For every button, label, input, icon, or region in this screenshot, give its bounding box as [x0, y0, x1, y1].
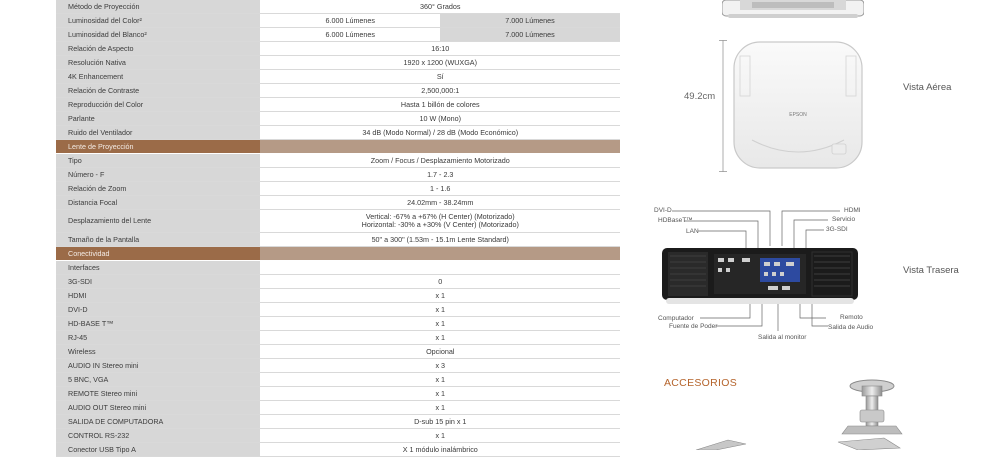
spec-value: 2,500,000:1 [260, 84, 620, 98]
spec-label: DVI-D [56, 303, 260, 317]
section-header-row [56, 140, 620, 154]
spec-label: Wireless [56, 345, 260, 359]
spec-label: Tipo [56, 154, 260, 168]
dimension-label: 49.2cm [684, 91, 716, 102]
spec-label: Reproducción del Color [56, 98, 260, 112]
spec-value: 16:10 [260, 42, 620, 56]
spec-row [56, 42, 620, 56]
callout-audio: Salida de Audio [828, 324, 874, 331]
spec-value: 34 dB (Modo Normal) / 28 dB (Modo Económico) [260, 126, 620, 140]
callout-hdmi: HDMI [844, 207, 861, 214]
section-header-fill [260, 247, 620, 261]
spec-value: 360° Grados [260, 0, 620, 14]
section-header-row [56, 247, 620, 261]
callout-fuente: Fuente de Poder [669, 323, 718, 330]
spec-value-right: 7.000 Lúmenes [440, 14, 620, 28]
spec-label: REMOTE Stereo mini [56, 387, 260, 401]
spec-row [56, 233, 620, 247]
spec-row [56, 210, 620, 233]
spec-row [56, 317, 620, 331]
spec-row [56, 28, 620, 42]
spec-row [56, 126, 620, 140]
spec-value-right: 7.000 Lúmenes [440, 28, 620, 42]
spec-row [56, 261, 620, 275]
spec-row [56, 70, 620, 84]
spec-value: x 1 [260, 387, 620, 401]
spec-value-left: 6.000 Lúmenes [260, 14, 440, 28]
spec-label: Relación de Zoom [56, 182, 260, 196]
spec-value: 1920 x 1200 (WUXGA) [260, 56, 620, 70]
spec-label: SALIDA DE COMPUTADORA [56, 415, 260, 429]
callout-remoto: Remoto [840, 314, 863, 321]
spec-value: x 1 [260, 289, 620, 303]
accessories-title: ACCESORIOS [664, 377, 738, 389]
section-header-label: Conectividad [56, 247, 260, 261]
spec-value: X 1 módulo inalámbrico [260, 443, 620, 457]
spec-value-line: Vertical: -67% a +67% (H Center) (Motorizado) [365, 211, 515, 221]
spec-label: 3G-SDI [56, 275, 260, 289]
spec-label: Ruido del Ventilador [56, 126, 260, 140]
callout-computador: Computador [658, 315, 694, 322]
spec-row [56, 56, 620, 70]
spec-label: AUDIO OUT Stereo mini [56, 401, 260, 415]
projector-aerial-image [732, 40, 864, 172]
spec-value: x 1 [260, 303, 620, 317]
spec-label: HD-BASE T™ [56, 317, 260, 331]
spec-label: Interfaces [56, 261, 260, 275]
spec-label: Desplazamiento del Lente [56, 210, 260, 233]
spec-row [56, 331, 620, 345]
spec-label: Tamaño de la Pantalla [56, 233, 260, 247]
spec-row [56, 289, 620, 303]
spec-row [56, 345, 620, 359]
spec-value: Zoom / Focus / Desplazamiento Motorizado [260, 154, 620, 168]
projector-front-image [722, 0, 864, 20]
spec-value: Sí [260, 70, 620, 84]
spec-label: Distancia Focal [56, 196, 260, 210]
section-header-fill [260, 140, 620, 154]
spec-label: Número - F [56, 168, 260, 182]
projector-rear-image [662, 242, 858, 306]
spec-row [56, 14, 620, 28]
spec-label: 5 BNC, VGA [56, 373, 260, 387]
ceiling-mount-image [688, 372, 928, 450]
rear-view-label: Vista Trasera [903, 265, 959, 276]
spec-value: 24.02mm - 38.24mm [260, 196, 620, 210]
spec-label: Conector USB Tipo A [56, 443, 260, 457]
spec-label: Relación de Contraste [56, 84, 260, 98]
spec-row [56, 359, 620, 373]
spec-value: D-sub 15 pin x 1 [260, 415, 620, 429]
callout-servicio: Servicio [832, 216, 856, 223]
spec-label: HDMI [56, 289, 260, 303]
spec-value: x 3 [260, 359, 620, 373]
spec-value: x 1 [260, 331, 620, 345]
callout-hdbaset: HDBaseT™ [658, 217, 693, 224]
spec-value [260, 261, 620, 275]
spec-value-line: Horizontal: -30% a +30% (V Center) (Motorizado) [361, 220, 519, 229]
spec-value: x 1 [260, 317, 620, 331]
height-dimension-line [718, 40, 728, 172]
spec-value: 1.7 - 2.3 [260, 168, 620, 182]
spec-label: RJ-45 [56, 331, 260, 345]
callout-monitor: Salida al monitor [758, 334, 807, 341]
spec-value: 0 [260, 275, 620, 289]
spec-value: 10 W (Mono) [260, 112, 620, 126]
spec-label: Luminosidad del Blanco² [56, 28, 260, 42]
spec-row [56, 84, 620, 98]
spec-row [56, 373, 620, 387]
aerial-view-label: Vista Aérea [903, 82, 952, 93]
spec-row [56, 401, 620, 415]
spec-row [56, 303, 620, 317]
spec-label: Parlante [56, 112, 260, 126]
callout-sdi: 3G-SDI [826, 226, 848, 233]
spec-label: 4K Enhancement [56, 70, 260, 84]
spec-value: 50" a 300" (1.53m - 15.1m Lente Standard) [260, 233, 620, 247]
spec-label: CONTROL RS-232 [56, 429, 260, 443]
spec-row [56, 154, 620, 168]
spec-value: Opcional [260, 345, 620, 359]
callout-dvid: DVI-D [654, 207, 672, 214]
spec-label: Resolución Nativa [56, 56, 260, 70]
spec-row [56, 429, 620, 443]
spec-row [56, 387, 620, 401]
spec-value: x 1 [260, 401, 620, 415]
spec-value: 1 - 1.6 [260, 182, 620, 196]
spec-table [56, 0, 620, 457]
spec-row [56, 112, 620, 126]
spec-label: Luminosidad del Color² [56, 14, 260, 28]
spec-label: Relación de Aspecto [56, 42, 260, 56]
spec-row [56, 196, 620, 210]
spec-value: x 1 [260, 429, 620, 443]
spec-row [56, 168, 620, 182]
spec-label: Método de Proyección [56, 0, 260, 14]
section-header-label: Lente de Proyección [56, 140, 260, 154]
spec-row [56, 415, 620, 429]
spec-row [56, 0, 620, 14]
spec-row [56, 275, 620, 289]
spec-row [56, 182, 620, 196]
spec-value-left: 6.000 Lúmenes [260, 28, 440, 42]
spec-value [260, 210, 620, 233]
epson-logo: EPSON [789, 112, 807, 118]
spec-row [56, 98, 620, 112]
spec-value: Hasta 1 billón de colores [260, 98, 620, 112]
callout-lan: LAN [686, 228, 699, 235]
spec-label: AUDIO IN Stereo mini [56, 359, 260, 373]
spec-value: x 1 [260, 373, 620, 387]
